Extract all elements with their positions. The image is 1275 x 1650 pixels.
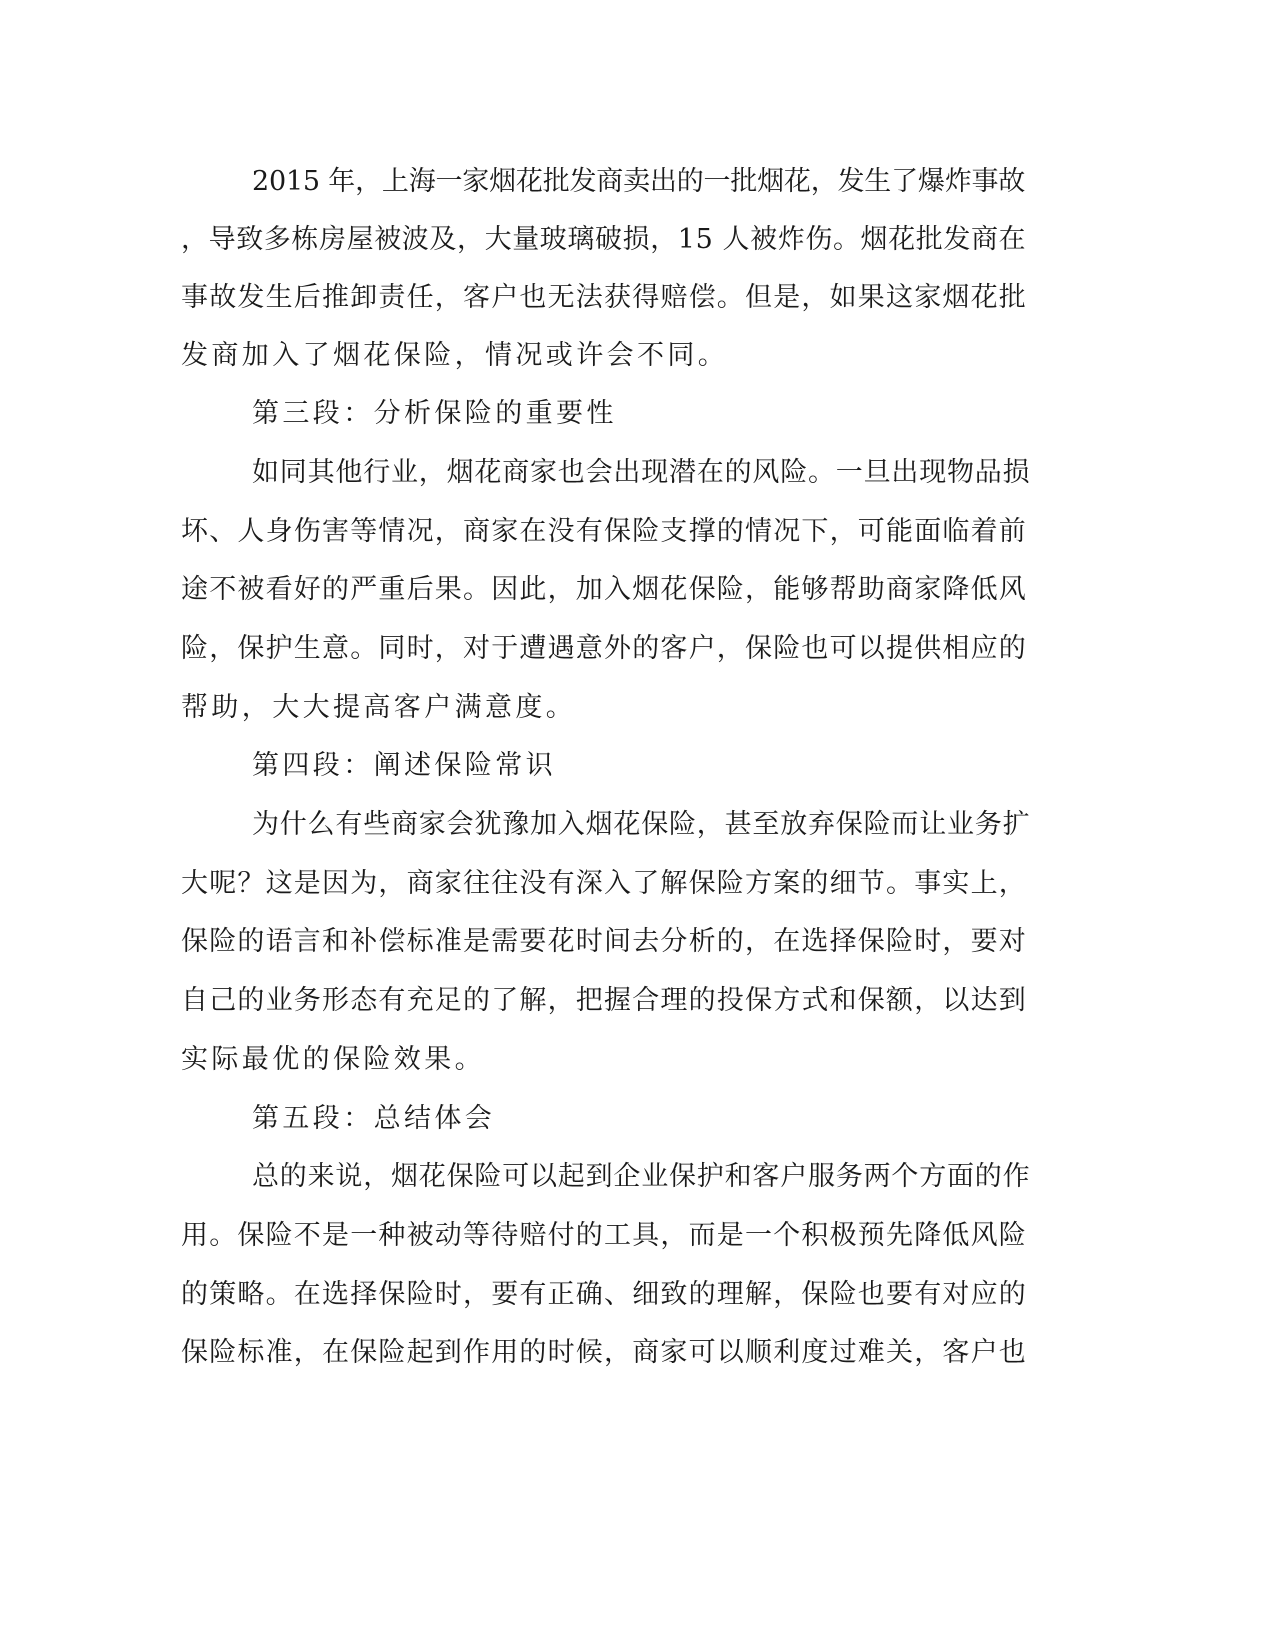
paragraph-line: 自己的业务形态有充足的了解，把握合理的投保方式和保额，以达到 [181,985,1027,1016]
paragraph-line: 坏、人身伤害等情况，商家在没有保险支撑的情况下，可能面临着前 [181,516,1027,547]
paragraph-line: 用。保险不是一种被动等待赔付的工具，而是一个积极预先降低风险 [181,1220,1027,1251]
paragraph-line: 如同其他行业，烟花商家也会出现潜在的风险。一旦出现物品损 [252,457,1031,488]
paragraph-line: 途不被看好的严重后果。因此，加入烟花保险，能够帮助商家降低风 [181,574,1027,605]
paragraph-line: 总的来说，烟花保险可以起到企业保护和客户服务两个方面的作 [252,1161,1031,1192]
paragraph-line: ，导致多栋房屋被波及，大量玻璃破损，15 人被炸伤。烟花批发商在 [181,224,1027,255]
paragraph-line: 保险标准，在保险起到作用的时候，商家可以顺利度过难关，客户也 [181,1337,1027,1368]
paragraph-line: 帮助，大大提高客户满意度。 [181,692,577,723]
paragraph-line: 险，保护生意。同时，对于遭遇意外的客户，保险也可以提供相应的 [181,633,1027,664]
paragraph-line: 实际最优的保险效果。 [181,1044,485,1075]
section-heading: 第五段：总结体会 [252,1103,496,1134]
section-heading: 第三段：分析保险的重要性 [252,398,617,429]
paragraph-line: 保险的语言和补偿标准是需要花时间去分析的，在选择保险时，要对 [181,926,1027,957]
paragraph-line: 事故发生后推卸责任，客户也无法获得赔偿。但是，如果这家烟花批 [181,282,1027,313]
paragraph-line: 发商加入了烟花保险，情况或许会不同。 [181,340,729,371]
paragraph-line: 的策略。在选择保险时，要有正确、细致的理解，保险也要有对应的 [181,1279,1027,1310]
paragraph-line: 大呢？这是因为，商家往往没有深入了解保险方案的细节。事实上， [181,868,1027,899]
paragraph-line: 2015 年，上海一家烟花批发商卖出的一批烟花，发生了爆炸事故 [252,166,1026,197]
section-heading: 第四段：阐述保险常识 [252,750,556,781]
paragraph-line: 为什么有些商家会犹豫加入烟花保险，甚至放弃保险而让业务扩 [252,809,1031,840]
